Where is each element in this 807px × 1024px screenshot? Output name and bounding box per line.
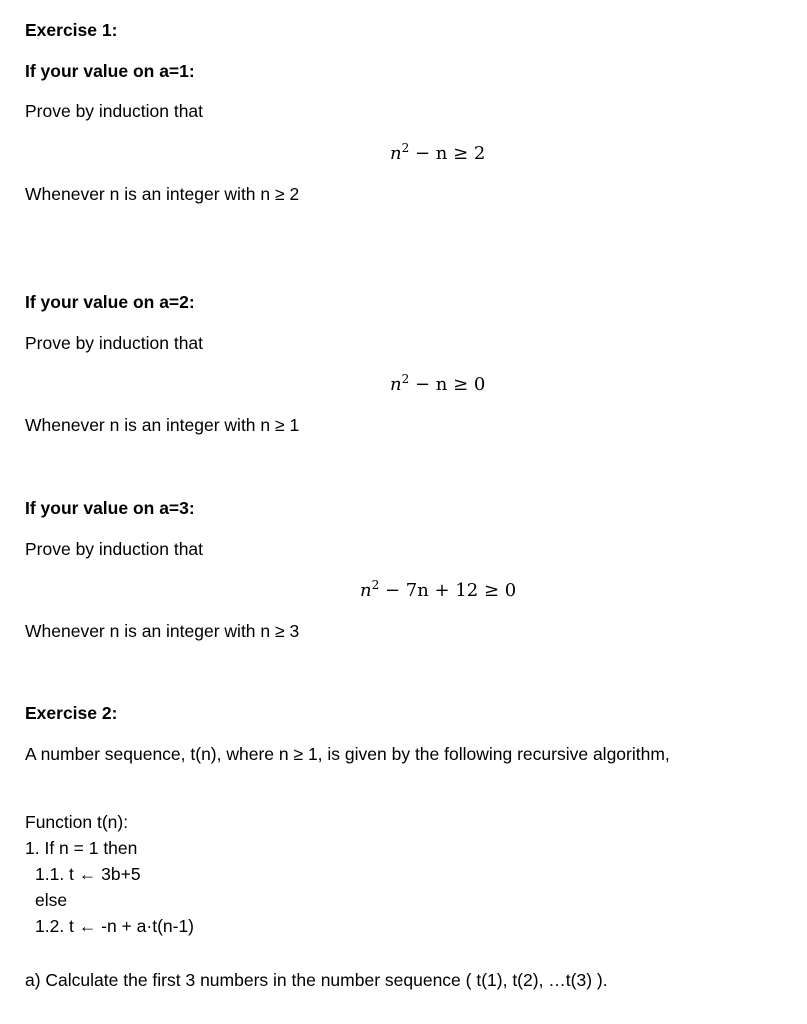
algorithm-line-1-2: 1.2. t ← -n + a·t(n-1) [35, 916, 195, 936]
case-a2-whenever: Whenever n is an integer with n ≥ 1 [25, 415, 300, 435]
exercise-2-heading: Exercise 2: [25, 703, 118, 723]
algorithm-line-1-1: 1.1. t ← 3b+5 [35, 864, 141, 884]
algorithm-line-1: 1. If n = 1 then [25, 838, 138, 858]
case-a1-formula: $n^2 - n \ge 2$ [390, 141, 486, 164]
case-a3-prove-text: Prove by induction that [25, 539, 204, 559]
case-a1-whenever: Whenever n is an integer with n ≥ 2 [25, 184, 300, 204]
case-a3-condition: If your value on a=3: [25, 498, 195, 518]
algorithm-else: else [35, 890, 68, 910]
case-a3-formula: $n^2 - 7n + 12 \ge 0$ [360, 578, 517, 601]
exercise-2-intro: A number sequence, t(n), where n ≥ 1, is given by the following recursive algorithm, [25, 744, 670, 764]
case-a1-prove-text: Prove by induction that [25, 101, 204, 121]
algorithm-signature: Function t(n): [25, 812, 129, 832]
case-a2-condition: If your value on a=2: [25, 292, 195, 312]
question-a: a) Calculate the first 3 numbers in the number sequence ( t(1), t(2), …t(3) ). [25, 970, 608, 990]
exercise-1-heading: Exercise 1: [25, 20, 118, 40]
case-a1-condition: If your value on a=1: [25, 61, 195, 81]
case-a2-formula: $n^2 - n \ge 0$ [390, 372, 486, 395]
case-a2-prove-text: Prove by induction that [25, 333, 204, 353]
case-a3-whenever: Whenever n is an integer with n ≥ 3 [25, 621, 300, 641]
